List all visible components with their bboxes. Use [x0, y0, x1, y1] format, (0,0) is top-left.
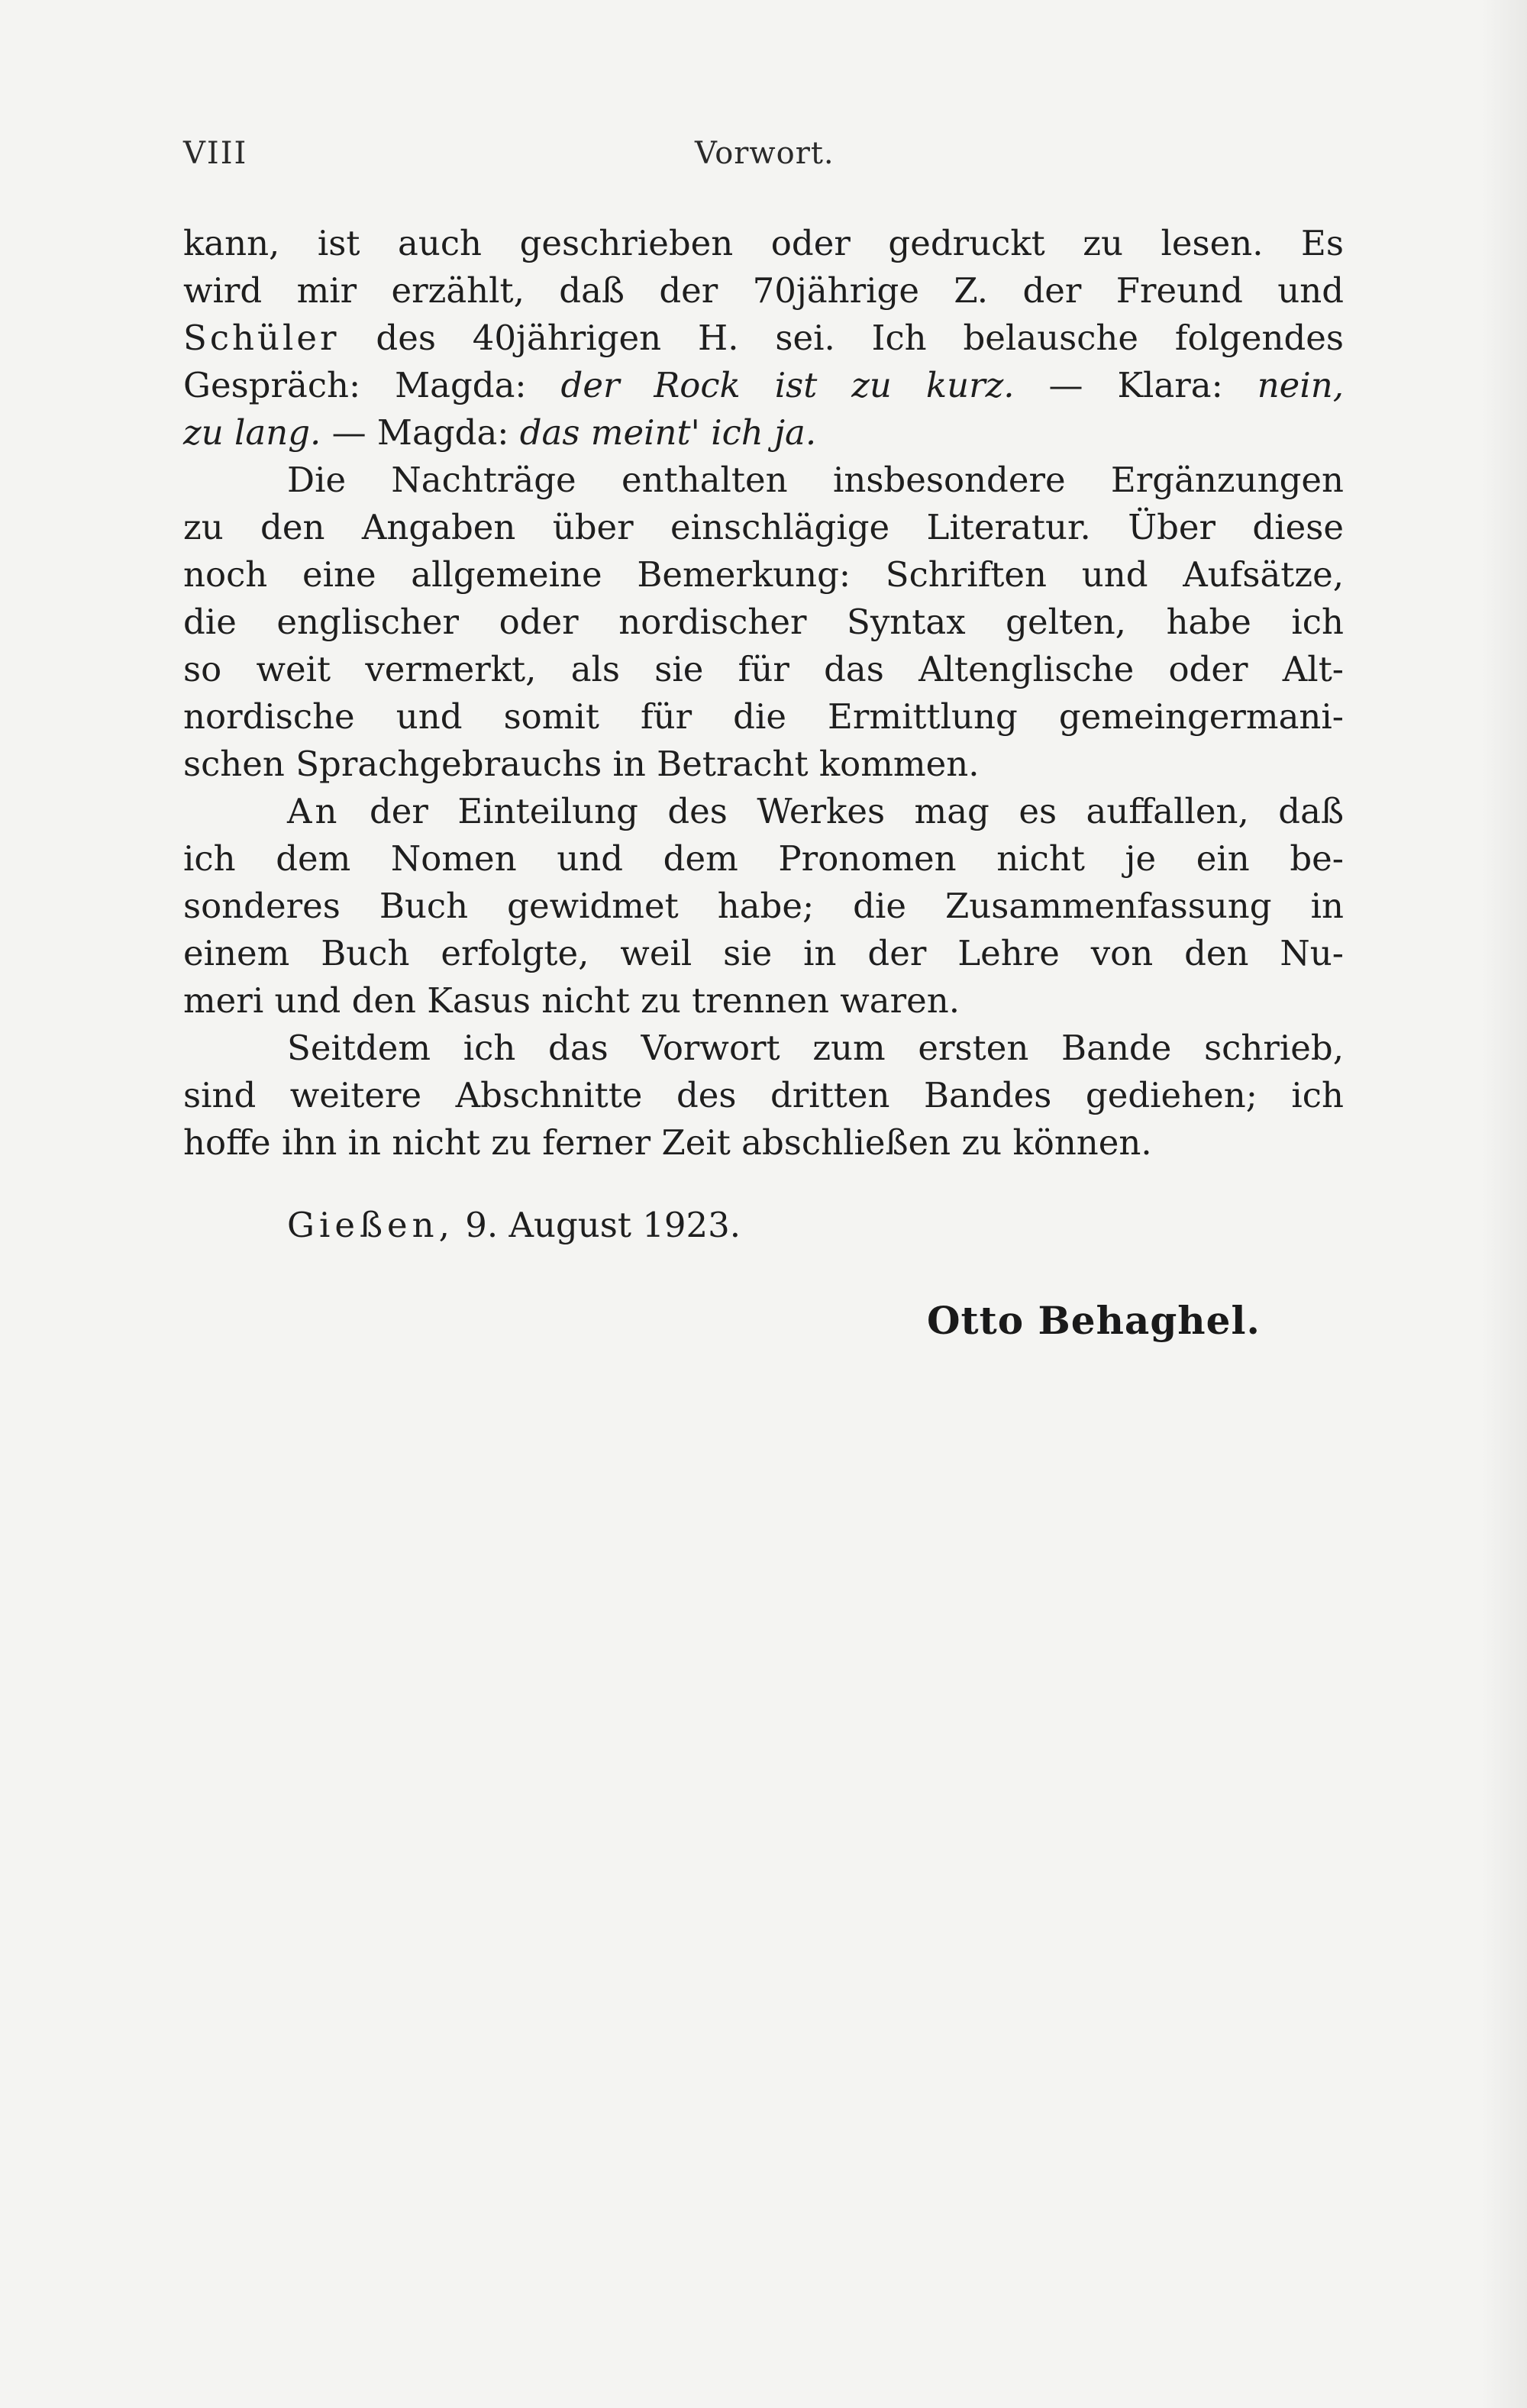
text-line	[183, 741, 1344, 788]
text-run: zu den Angaben über einschlägige Literatur. Über diese	[183, 507, 1344, 547]
dateline-date: 9. August 1923.	[465, 1205, 741, 1245]
text-line	[183, 977, 1344, 1025]
text-line	[183, 267, 1344, 315]
text-run: nordische und somit für die Ermittlung gemeingermani-	[183, 696, 1344, 737]
preface-body-text	[183, 220, 1344, 1167]
text-run: ich dem Nomen und dem Pronomen nicht je ein be-	[183, 838, 1344, 879]
text-run: einem Buch erfolgte, weil sie in der Lehre von den Nu-	[183, 933, 1344, 973]
text-run: Seitdem ich das Vorwort zum ersten Bande schrieb,	[287, 1028, 1344, 1068]
text-run: des 40jährigen H. sei. Ich belausche folgendes	[339, 318, 1344, 358]
text-run: die englischer oder nordischer Syntax gelten, habe ich	[183, 602, 1344, 642]
text-line-content	[183, 930, 1344, 977]
text-line	[183, 788, 1344, 835]
text-run: nein,	[1257, 365, 1344, 405]
text-line	[183, 1025, 1344, 1072]
text-line-content	[183, 1119, 1344, 1167]
text-run: Die Nachträge enthalten insbesondere Ergänzungen	[287, 460, 1344, 500]
dateline	[287, 1205, 741, 1245]
text-run: wird mir erzählt, daß der 70jährige Z. der Freund und	[183, 270, 1344, 311]
text-line-content	[287, 1025, 1344, 1072]
text-line-content	[183, 504, 1344, 551]
text-line-content	[183, 977, 1344, 1025]
text-run: kann, ist auch geschrieben oder gedruckt zu lesen. Es	[183, 223, 1344, 263]
text-line-content	[183, 835, 1344, 883]
running-head	[183, 136, 1344, 182]
text-line	[183, 409, 1344, 457]
text-run: sonderes Buch gewidmet habe; die Zusammenfassung in	[183, 886, 1344, 926]
text-run: — Magda:	[321, 412, 520, 453]
text-line	[183, 220, 1344, 267]
text-run: Gespräch: Magda:	[183, 365, 561, 405]
text-run: meri und den Kasus nicht zu trennen waren.	[183, 980, 960, 1021]
text-run: der Rock ist zu kurz.	[560, 365, 1015, 405]
text-line-content	[183, 220, 1344, 267]
text-line-content	[287, 788, 1344, 835]
dateline-place: Gießen,	[287, 1205, 454, 1245]
text-line	[183, 693, 1344, 741]
text-line-content	[183, 693, 1344, 741]
text-line-content	[183, 551, 1344, 599]
text-run: das meint' ich ja.	[519, 412, 817, 453]
text-line-content	[183, 1072, 1344, 1119]
text-run: sind weitere Abschnitte des dritten Bandes gediehen; ich	[183, 1075, 1344, 1115]
text-line	[183, 362, 1344, 409]
text-line-content	[183, 267, 1344, 315]
text-line-content	[183, 409, 1344, 457]
text-run: — Klara:	[1014, 365, 1257, 405]
text-run: zu lang.	[183, 412, 321, 453]
text-line	[183, 315, 1344, 362]
text-line	[183, 646, 1344, 693]
text-line	[183, 883, 1344, 930]
text-line-content	[183, 315, 1344, 362]
text-line	[183, 457, 1344, 504]
text-run: noch eine allgemeine Bemerkung: Schriften und Aufsätze,	[183, 554, 1344, 595]
text-line	[183, 930, 1344, 977]
text-run: schen Sprachgebrauchs in Betracht kommen.	[183, 744, 980, 784]
text-line-content	[183, 646, 1344, 693]
text-line	[183, 599, 1344, 646]
text-run: der Einteilung des Werkes mag es auffallen, daß	[340, 791, 1344, 831]
text-run: An	[287, 791, 341, 831]
page-edge-shadow	[1481, 0, 1527, 2408]
text-line	[183, 1119, 1344, 1167]
text-line	[183, 1072, 1344, 1119]
author-signature: Otto Behaghel.	[927, 1298, 1261, 1343]
text-line-content	[183, 883, 1344, 930]
text-line-content	[183, 599, 1344, 646]
text-run: hoffe ihn in nicht zu ferner Zeit abschließen zu können.	[183, 1122, 1152, 1163]
running-title: Vorwort.	[695, 136, 835, 171]
text-line-content	[287, 457, 1344, 504]
text-line	[183, 504, 1344, 551]
text-run: Schüler	[183, 318, 340, 358]
page-number: VIII	[183, 136, 248, 171]
text-run: so weit vermerkt, als sie für das Altenglische oder Alt-	[183, 649, 1344, 689]
text-line	[183, 835, 1344, 883]
text-line-content	[183, 362, 1344, 409]
text-line	[183, 551, 1344, 599]
text-line-content	[183, 741, 1344, 788]
